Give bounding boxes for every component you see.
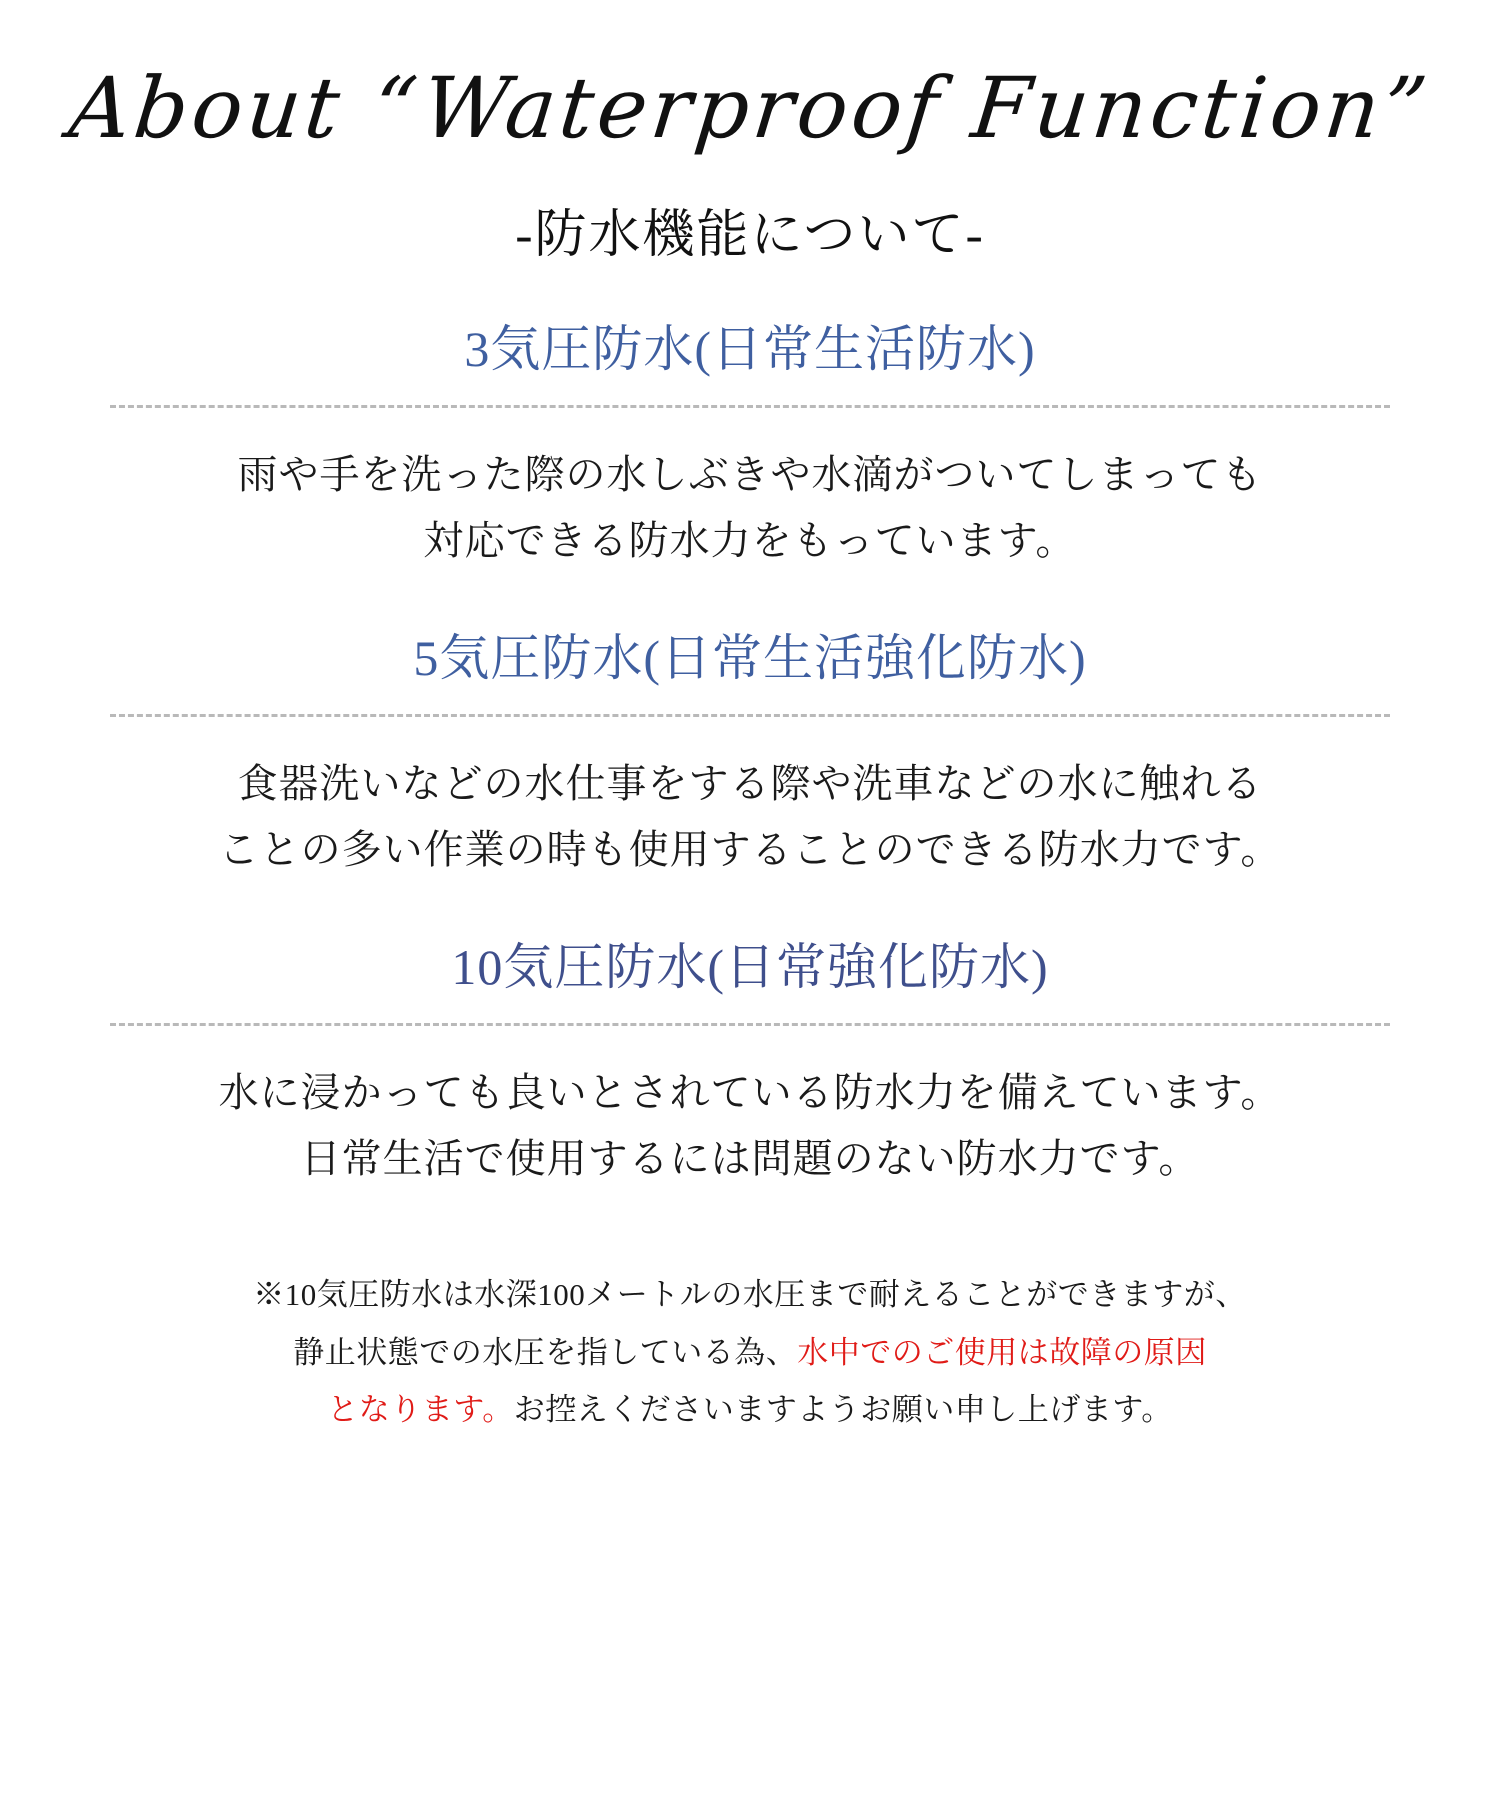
page-title-script: About “Waterproof Function” — [64, 59, 1436, 157]
section-divider — [110, 1023, 1390, 1026]
section-body-line: 雨や手を洗った際の水しぶきや水滴がついてしまっても — [237, 452, 1263, 498]
section-divider — [110, 714, 1390, 717]
section-body-line: 食器洗いなどの水仕事をする際や洗車などの水に触れる — [237, 761, 1263, 807]
footnote-line-3-text: お控えくださいますようお願い申し上げます。 — [513, 1392, 1173, 1428]
page-subtitle-jp: -防水機能について- — [515, 207, 985, 265]
section-heading-3atm: 3気圧防水(日常生活防水) — [464, 321, 1036, 378]
footnote-warning-text: 水中でのご使用は故障の原因 — [797, 1334, 1207, 1370]
section-10atm — [140, 937, 1360, 1192]
footnote-line-1: ※10気圧防水は水深100メートルの水圧まで耐えることができますが、 — [253, 1277, 1247, 1313]
footnote-line-3 — [253, 1381, 1247, 1438]
section-body-line: 水に浸かっても良いとされている防水力を備えています。 — [218, 1070, 1282, 1116]
footnote-line-2 — [253, 1324, 1247, 1381]
section-body-10atm — [219, 1060, 1282, 1192]
section-body-3atm — [238, 442, 1263, 574]
footnote-warning-text-cont: となります。 — [327, 1392, 514, 1428]
section-heading-5atm: 5気圧防水(日常生活強化防水) — [413, 630, 1087, 687]
section-5atm — [140, 628, 1360, 883]
section-divider — [110, 405, 1390, 408]
section-body-line: ことの多い作業の時も使用することのできる防水力です。 — [218, 827, 1282, 873]
section-body-line: 日常生活で使用するには問題のない防水力です。 — [300, 1136, 1200, 1182]
section-3atm — [140, 319, 1360, 574]
section-body-5atm — [219, 751, 1282, 883]
footnote-caution — [253, 1266, 1247, 1438]
footnote-line-2-text: 静止状態での水圧を指している為、 — [293, 1334, 798, 1370]
section-body-line: 対応できる防水力をもっています。 — [423, 518, 1077, 564]
section-heading-10atm: 10気圧防水(日常強化防水) — [451, 939, 1049, 996]
